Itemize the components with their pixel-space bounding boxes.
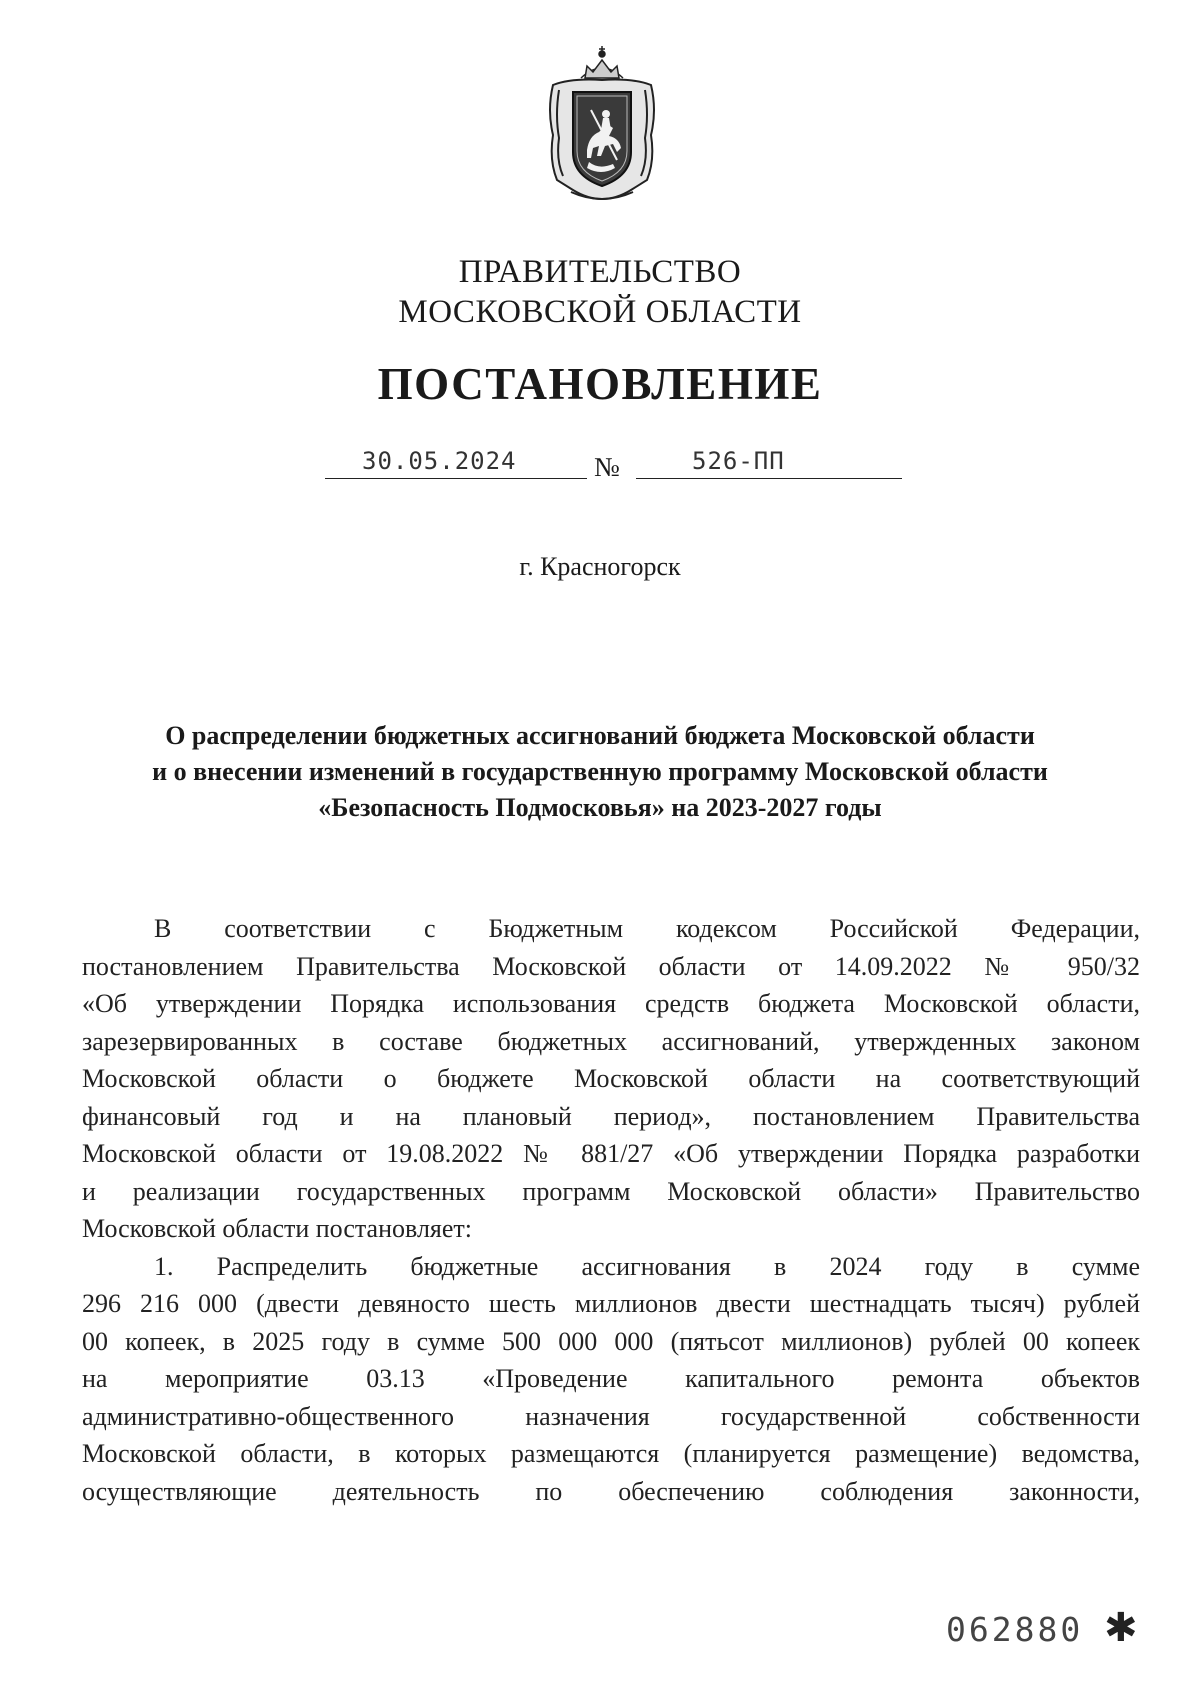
body-line: «Об утверждении Порядка использования средств бюджета Московской области, bbox=[82, 989, 1140, 1018]
footer-serial-code: 062880 bbox=[946, 1610, 1084, 1649]
document-title bbox=[82, 718, 1118, 826]
body-line: и реализации государственных программ Московской области» Правительство bbox=[82, 1176, 1140, 1206]
document-body bbox=[82, 910, 1140, 1510]
body-line: 00 копеек, в 2025 году в сумме 500 000 000 (пятьсот миллионов) рублей 00 копеек bbox=[82, 1326, 1140, 1356]
title-line: О распределении бюджетных ассигнований бюджета Московской области bbox=[165, 721, 1035, 750]
title-line: «Безопасность Подмосковья» на 2023-2027 годы bbox=[318, 793, 882, 822]
body-line: 1. Распределить бюджетные ассигнования в 2024 году в сумме bbox=[154, 1251, 1140, 1281]
body-line: Московской области постановляет: bbox=[82, 1214, 472, 1243]
city-name: г. Красногорск bbox=[519, 552, 681, 581]
body-line: административно-общественного назначения государственной собственности bbox=[82, 1401, 1140, 1431]
body-line: осуществляющие деятельность по обеспечению соблюдения законности, bbox=[82, 1476, 1140, 1506]
document-type-heading: ПОСТАНОВЛЕНИЕ bbox=[377, 359, 823, 409]
body-line: Московской области о бюджете Московской области на соответствующий bbox=[82, 1064, 1140, 1093]
date-underline bbox=[325, 478, 587, 479]
body-line: на мероприятие 03.13 «Проведение капитального ремонта объектов bbox=[82, 1364, 1140, 1393]
body-line: В соответствии с Бюджетным кодексом Российской Федерации, bbox=[154, 914, 1140, 943]
body-line: финансовый год и на плановый период», постановлением Правительства bbox=[82, 1101, 1140, 1131]
document-date: 30.05.2024 bbox=[362, 447, 517, 475]
number-underline bbox=[636, 478, 902, 479]
organization-name-line-2: МОСКОВСКОЙ ОБЛАСТИ bbox=[398, 294, 802, 330]
coat-of-arms-emblem bbox=[543, 40, 661, 205]
body-line: Московской области, в которых размещаются (планируется размещение) ведомства, bbox=[82, 1439, 1140, 1468]
number-sign: № bbox=[594, 452, 620, 482]
title-line: и о внесении изменений в государственную программу Московской области bbox=[152, 757, 1048, 786]
organization-name-line-1: ПРАВИТЕЛЬСТВО bbox=[458, 254, 742, 290]
footer-star-mark: ✱ bbox=[1104, 1605, 1138, 1651]
body-line: постановлением Правительства Московской области от 14.09.2022 № 950/32 bbox=[82, 951, 1140, 981]
document-number: 526-ПП bbox=[692, 447, 785, 475]
body-line: зарезервированных в составе бюджетных ассигнований, утвержденных законом bbox=[82, 1026, 1140, 1056]
body-line: 296 216 000 (двести девяносто шесть миллионов двести шестнадцать тысяч) рублей bbox=[82, 1289, 1140, 1318]
body-line: Московской области от 19.08.2022 № 881/27 «Об утверждении Порядка разработки bbox=[82, 1139, 1140, 1168]
